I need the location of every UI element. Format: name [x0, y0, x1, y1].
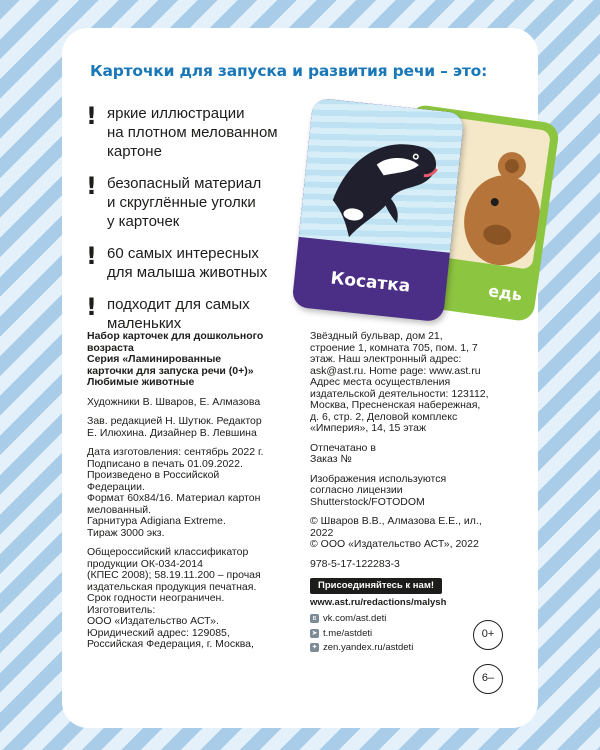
feature-text: для малыша животных [107, 264, 268, 281]
join-us-banner: Присоединяйтесь к нам! [310, 578, 442, 594]
headline: Карточки для запуска и развития речи – это: [90, 62, 488, 80]
exclamation-icon: ! [86, 293, 97, 321]
orca-icon [299, 98, 465, 253]
feature-list [86, 104, 316, 346]
editors: Зав. редакцией Н. Шутюк. Редактор Е. Илюхина. Дизайнер В. Левшина [87, 415, 262, 439]
vk-link[interactable]: в vk.com/ast.deti [310, 613, 525, 625]
artists: Художники В. Шваров, Е. Алмазова [87, 395, 261, 408]
age-rating-badge-secondary: 6– [473, 664, 503, 694]
orca-card-label: Косатка [329, 268, 412, 297]
production-info: Дата изготовления: сентябрь 2022 г. Подписано в печать 01.09.2022. Произведено в Российской Федерации. Формат 60х84/16. Материал картон мелованный. Гарнитура Adigiana Extreme. Тираж 3000 экз. [87, 446, 264, 539]
feature-item [86, 244, 316, 282]
vk-icon: в [310, 614, 319, 623]
zen-icon: ✦ [311, 644, 318, 652]
address-info: Звёздный бульвар, дом 21, строение 1, комната 705, пом. 1, 7 этаж. Наш электронный адрес: ask@ast.ru. Home page: www.ast.ru Адрес места осуществления издательской деятельности: 123112, Москва, Пресненская набережная, д. 6, стр. 2, Деловой комплекс «Империя», 14, 15 этаж [310, 330, 489, 434]
feature-text: безопасный материал [107, 175, 262, 192]
telegram-link[interactable]: ➤ t.me/astdeti [311, 627, 373, 639]
product-title: Набор карточек для дошкольного возраста Серия «Ламинированные карточки для запуска речи (0+)» Любимые животные [87, 330, 264, 388]
website-link[interactable]: www.ast.ru/redactions/malysh [310, 596, 447, 608]
exclamation-icon: ! [86, 242, 97, 270]
age-rating-badge: 0+ [473, 620, 503, 650]
imprint-right-column [310, 331, 525, 657]
feature-text: маленьких [107, 315, 182, 332]
zen-link[interactable]: ✦ zen.yandex.ru/astdeti [311, 642, 414, 653]
feature-item [86, 104, 316, 161]
image-license: Изображения используются согласно лицензии Shutterstock/FOTODOM [310, 472, 447, 508]
feature-item [86, 295, 316, 333]
feature-text: яркие иллюстрации [107, 105, 245, 122]
classifier-info: Общероссийский классификатор продукции ОК-034-2014 (КПЕС 2008); 58.19.11.200 – прочая издательская продукция печатная. Срок годности неограничен. Изготовитель: ООО «Издательство АСТ». Юридический адрес: 129085, Российская Федерация, г. Москва, [87, 546, 261, 650]
back-cover-card [62, 28, 538, 728]
copyright: © Шваров В.В., Алмазова Е.Е., ил., 2022 © ООО «Издательство АСТ», 2022 [310, 515, 482, 550]
exclamation-icon: ! [86, 172, 97, 200]
feature-text: у карточек [107, 213, 180, 230]
exclamation-icon: ! [86, 102, 97, 130]
feature-text: картоне [107, 143, 162, 160]
imprint-left-column [87, 331, 302, 659]
telegram-icon: ➤ [311, 629, 318, 637]
orca-card-illustration [291, 98, 464, 323]
feature-item [86, 174, 316, 231]
bear-card-label: едь [487, 281, 524, 305]
feature-text: и скруглённые уголки [107, 194, 256, 211]
feature-text: на плотном мелованном [107, 124, 278, 141]
feature-text: 60 самых интересных [107, 245, 259, 262]
feature-text: подходит для самых [107, 296, 250, 313]
print-info: Отпечатано в Заказ № [310, 441, 376, 465]
isbn: 978-5-17-122283-3 [310, 557, 400, 570]
